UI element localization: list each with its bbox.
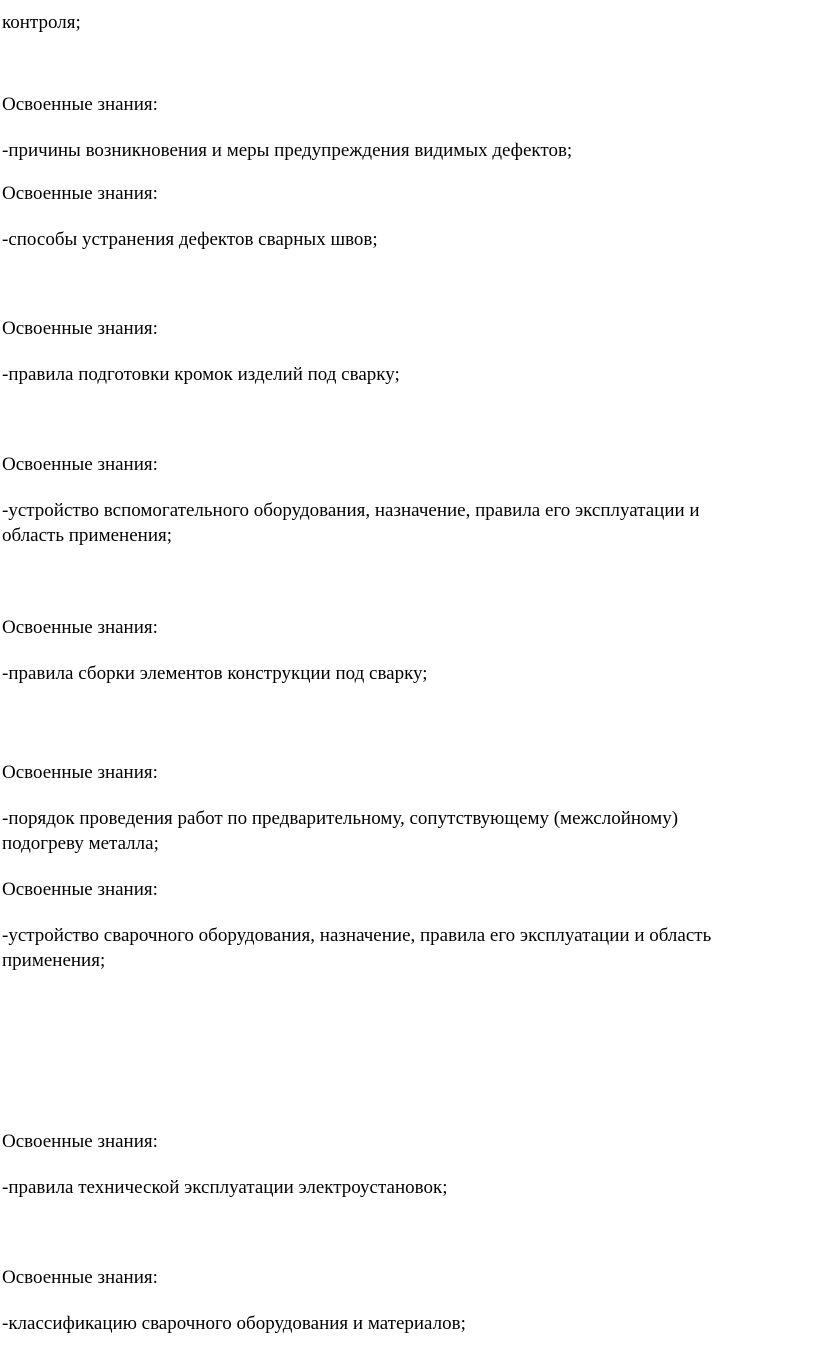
knowledge-item-continuation: область применения; [2,525,173,546]
knowledge-item: -правила сборки элементов конструкции под сварку; [2,663,428,684]
text-line-continuation: контроля; [2,12,81,33]
knowledge-label: Освоенные знания: [2,1267,158,1288]
knowledge-item-continuation: применения; [2,950,106,971]
knowledge-item: -порядок проведения работ по предварительному, сопутствующему (межслойному) [2,808,679,829]
knowledge-item: -классификацию сварочного оборудования и материалов; [2,1313,466,1334]
knowledge-item: -устройство сварочного оборудования, назначение, правила его эксплуатации и область [2,925,712,946]
knowledge-item: -причины возникновения и меры предупреждения видимых дефектов; [2,140,573,161]
knowledge-label: Освоенные знания: [2,879,158,900]
knowledge-item: -способы устранения дефектов сварных швов; [2,229,378,250]
knowledge-label: Освоенные знания: [2,1131,158,1152]
knowledge-item: -правила технической эксплуатации электроустановок; [2,1177,448,1198]
knowledge-label: Освоенные знания: [2,94,158,115]
knowledge-item-continuation: подогреву металла; [2,833,159,854]
knowledge-label: Освоенные знания: [2,617,158,638]
knowledge-label: Освоенные знания: [2,762,158,783]
knowledge-label: Освоенные знания: [2,454,158,475]
knowledge-item: -устройство вспомогательного оборудования, назначение, правила его эксплуатации и [2,500,700,521]
knowledge-label: Освоенные знания: [2,318,158,339]
knowledge-label: Освоенные знания: [2,183,158,204]
knowledge-item: -правила подготовки кромок изделий под сварку; [2,364,400,385]
